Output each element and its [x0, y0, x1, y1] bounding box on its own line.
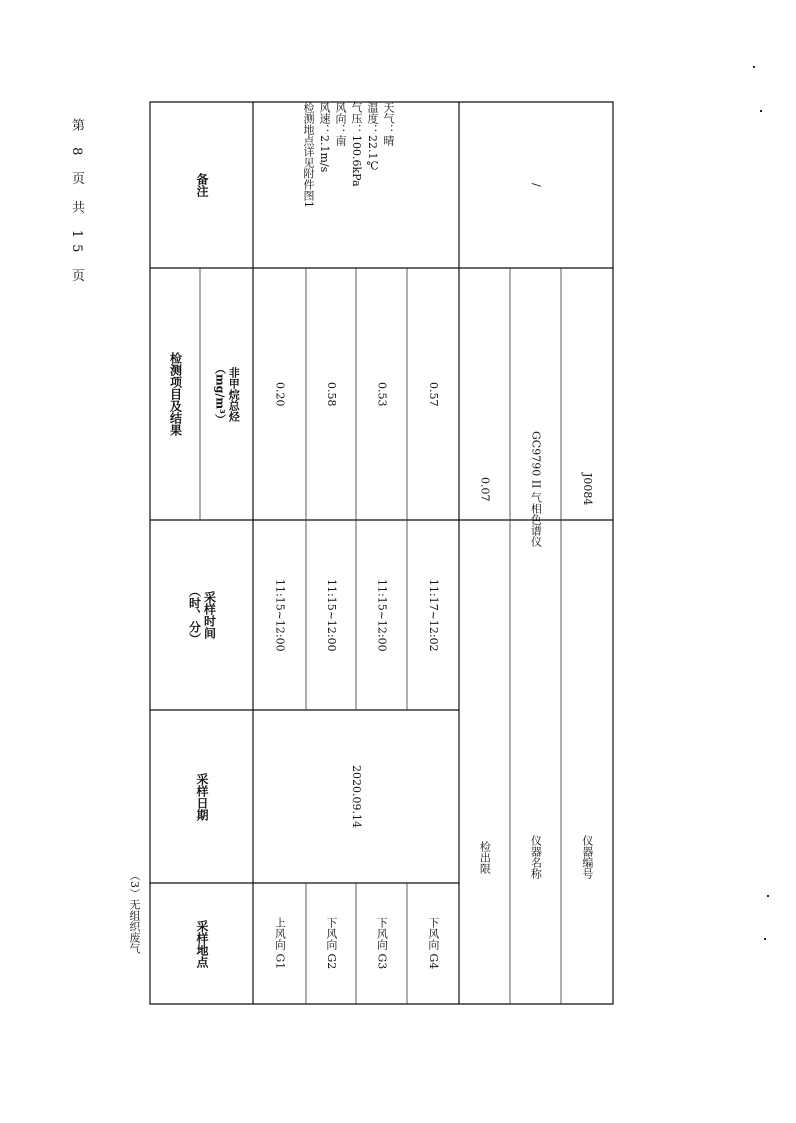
note-location-ref: 检测地点详见附件图1 [302, 102, 315, 208]
sampling-date: 2020.09.14 [349, 765, 363, 828]
scan-speck [767, 895, 769, 897]
instrument-note: / [529, 183, 543, 187]
header-time: 采样时间 （时、分） [187, 585, 217, 645]
note-weather: 天气：晴 [382, 102, 395, 146]
row-1-location: 上风向 G1 [273, 917, 287, 970]
instrument-id-value: J0084 [580, 472, 594, 506]
scan-speck [764, 938, 766, 940]
instrument-id-label: 仪器编号 [580, 835, 594, 879]
row-1-time: 11:15~12:00 [273, 578, 287, 652]
row-4-value: 0.57 [426, 381, 440, 407]
note-temperature: 温度：22.1℃ [366, 102, 379, 173]
header-notes: 备注 [195, 173, 209, 197]
instrument-name-label: 仪器名称 [529, 835, 543, 879]
row-3-location: 下风向 G3 [375, 917, 389, 970]
detection-limit-value: 0.07 [478, 476, 492, 502]
row-3-time: 11:15~12:00 [375, 578, 389, 652]
row-4-time: 11:17~12:02 [426, 578, 440, 652]
row-2-time: 11:15~12:00 [324, 578, 338, 652]
header-results: 检测项目及结果 [168, 352, 183, 436]
section-title: （3）无组织废气 [128, 870, 141, 954]
row-2-value: 0.58 [324, 381, 338, 407]
header-date: 采样日期 [195, 772, 209, 821]
row-4-location: 下风向 G4 [426, 917, 440, 970]
detection-limit-label: 检出限 [478, 840, 492, 874]
note-wind-speed: 风速：2.1m/s [318, 102, 331, 173]
row-1-value: 0.20 [273, 381, 287, 407]
scan-speck [753, 66, 755, 68]
header-item-nmhc: 非甲烷总烃 （mg/m³） [213, 363, 241, 425]
header-location: 采样地点 [195, 919, 209, 968]
page-number: 第 8 页 共 15 页 [69, 118, 84, 288]
row-2-location: 下风向 G2 [324, 917, 338, 970]
instrument-name-value: GC9790 II 气相色谱仪 [529, 431, 543, 547]
notes-weather [300, 102, 416, 268]
scan-speck [760, 110, 762, 112]
row-3-value: 0.53 [375, 381, 389, 407]
note-pressure: 气压：100.6kPa [350, 102, 363, 187]
note-wind-direction: 风向：南 [334, 102, 347, 146]
